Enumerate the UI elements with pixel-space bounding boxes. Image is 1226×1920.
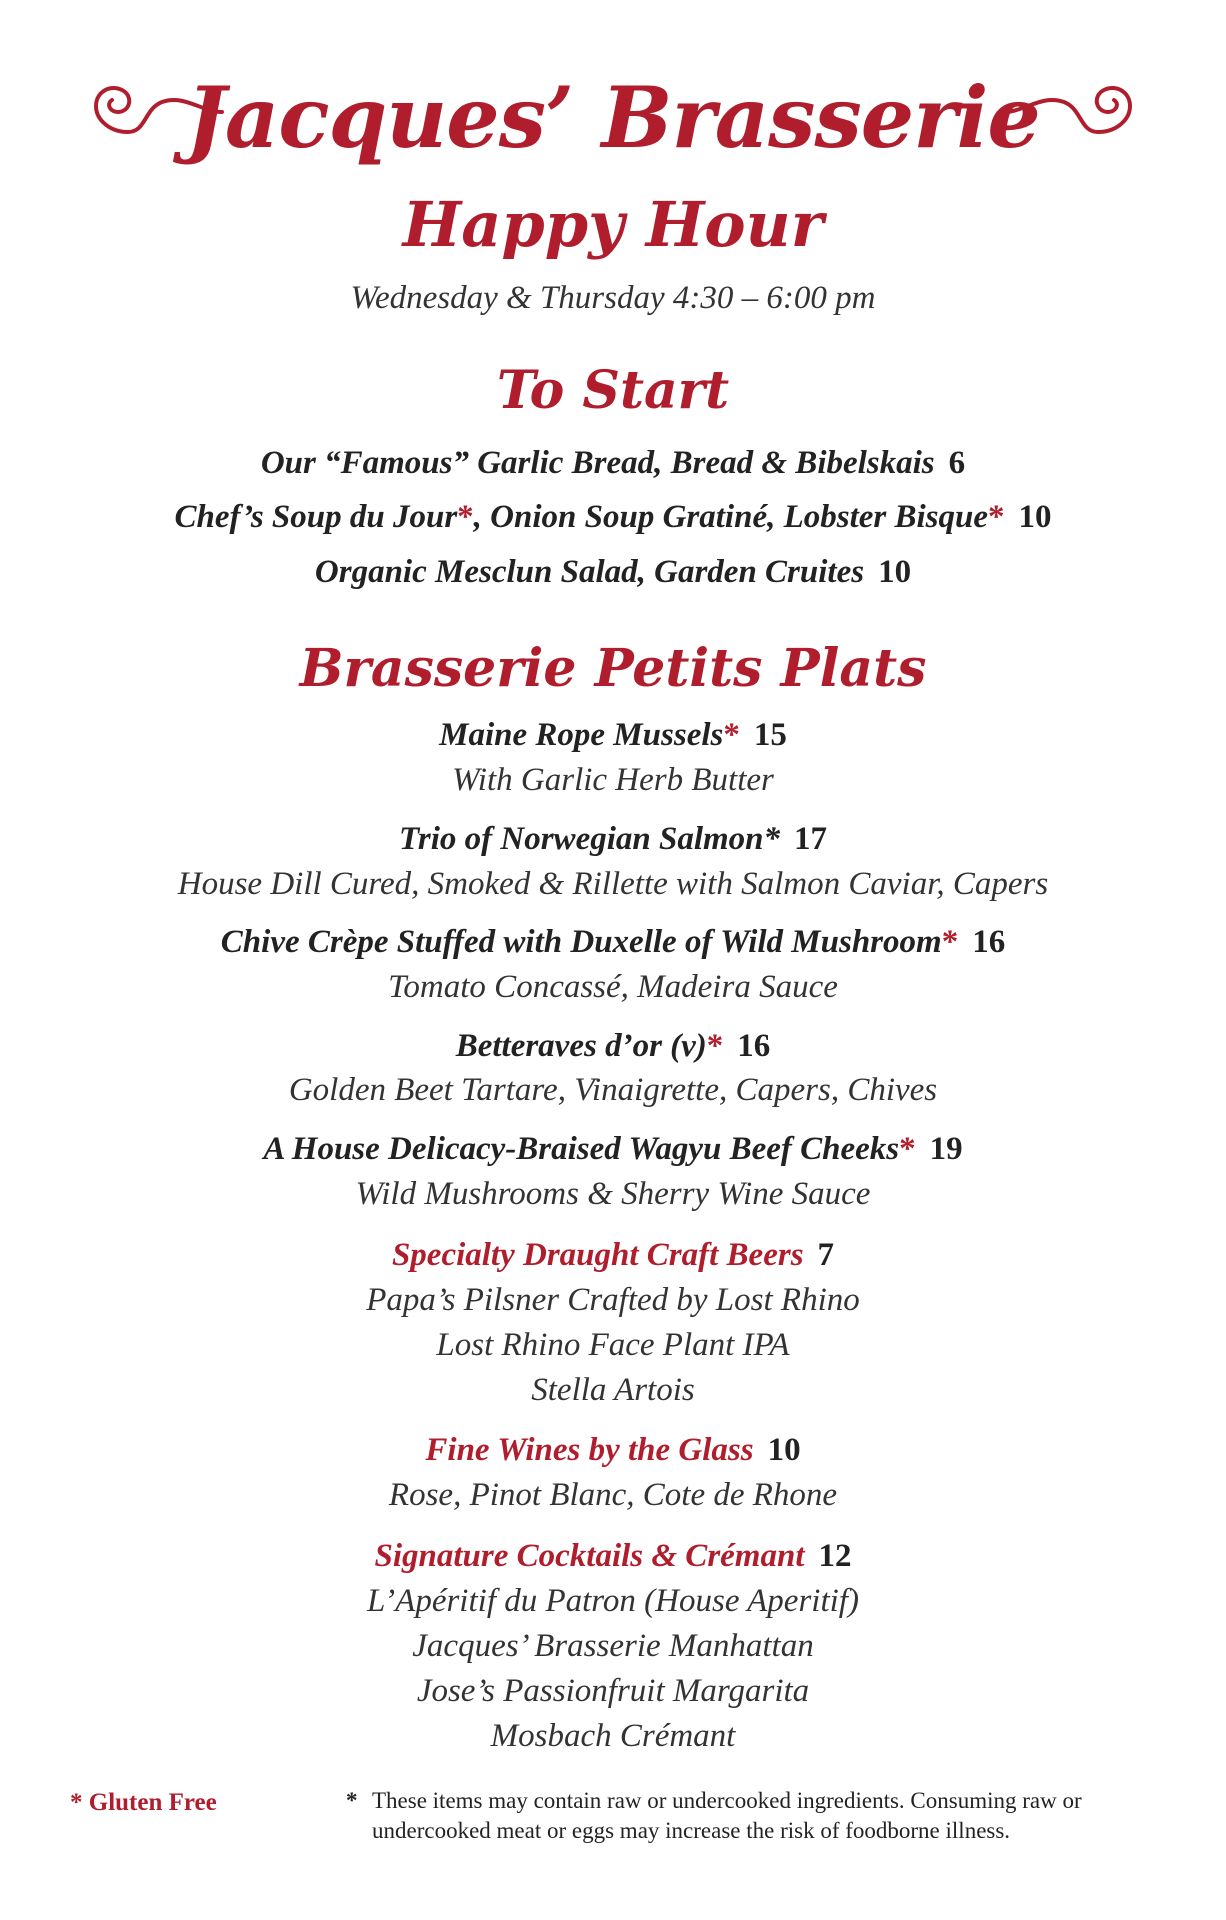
item-price: 6: [948, 445, 966, 481]
drink-line: Jose’s Passionfruit Margarita: [416, 1673, 810, 1709]
gluten-free-star: *: [723, 717, 740, 753]
menu-item: Chef’s Soup du Jour*, Onion Soup Gratiné, Lobster Bisque* 10: [174, 499, 1052, 535]
section-title-to-start: To Start: [496, 360, 730, 421]
drink-line: Stella Artois: [531, 1372, 695, 1408]
menu-item: Our “Famous” Garlic Bread, Bread & Bibelskais 6: [260, 445, 966, 481]
item-price: 12: [818, 1538, 852, 1574]
item-description: Golden Beet Tartare, Vinaigrette, Capers, Chives: [288, 1072, 938, 1108]
drink-line: Mosbach Crémant: [490, 1718, 736, 1754]
disclaimer-star: *: [346, 1788, 358, 1813]
drink-line: Jacques’ Brasserie Manhattan: [412, 1628, 814, 1664]
drink-heading-wines: Fine Wines by the Glass 10: [425, 1432, 801, 1468]
menu-item: Betteraves d’or (v)* 16: [455, 1028, 771, 1064]
item-description: Wild Mushrooms & Sherry Wine Sauce: [355, 1176, 871, 1212]
section-title-petits-plats: Brasserie Petits Plats: [299, 638, 927, 699]
item-price: 7: [817, 1237, 835, 1273]
event-title: Happy Hour: [402, 188, 824, 261]
menu-item: Trio of Norwegian Salmon* 17: [398, 821, 828, 857]
item-price: 15: [753, 717, 787, 753]
menu-item: Chive Crèpe Stuffed with Duxelle of Wild Mushroom* 16: [220, 924, 1006, 960]
menu-item: Organic Mesclun Salad, Garden Cruites 10: [314, 554, 912, 590]
event-hours: Wednesday & Thursday 4:30 – 6:00 pm: [350, 280, 876, 316]
menu-header: [0, 58, 1226, 188]
item-price: 10: [878, 554, 912, 590]
gluten-free-star: *: [941, 924, 959, 960]
item-price: 10: [1018, 499, 1052, 535]
item-price: 16: [737, 1028, 771, 1064]
drink-line: Rose, Pinot Blanc, Cote de Rhone: [388, 1477, 838, 1513]
drink-line: Papa’s Pilsner Crafted by Lost Rhino: [366, 1282, 860, 1318]
menu-item: Maine Rope Mussels* 15: [439, 717, 787, 753]
gluten-free-star: *: [899, 1131, 916, 1167]
item-description: With Garlic Herb Butter: [452, 762, 774, 798]
drink-heading-cocktails: Signature Cocktails & Crémant 12: [374, 1538, 852, 1574]
drink-heading-beers: Specialty Draught Craft Beers 7: [391, 1237, 835, 1273]
disclaimer-text: These items may contain raw or undercooked ingredients. Consuming raw or undercooked meat or eggs may increase the risk of foodborne illness.: [372, 1788, 1082, 1843]
item-description: Tomato Concassé, Madeira Sauce: [388, 969, 838, 1005]
gluten-free-star: *: [988, 499, 1005, 535]
menu-item: A House Delicacy-Braised Wagyu Beef Cheeks* 19: [263, 1131, 963, 1167]
restaurant-name: Jacques’ Brasserie: [186, 68, 1040, 167]
item-price: 16: [972, 924, 1006, 960]
right-flourish-icon: [1002, 74, 1142, 144]
item-price: 10: [767, 1432, 801, 1468]
item-price: 19: [929, 1131, 963, 1167]
item-description: House Dill Cured, Smoked & Rillette with Salmon Caviar, Capers: [177, 866, 1049, 902]
gluten-free-star: *: [457, 499, 474, 535]
drink-line: Lost Rhino Face Plant IPA: [436, 1327, 790, 1363]
item-price: 17: [794, 821, 828, 857]
gluten-free-legend: * Gluten Free: [70, 1789, 217, 1816]
gluten-free-star: *: [706, 1028, 724, 1064]
drink-line: L’Apéritif du Patron (House Aperitif): [367, 1583, 859, 1619]
